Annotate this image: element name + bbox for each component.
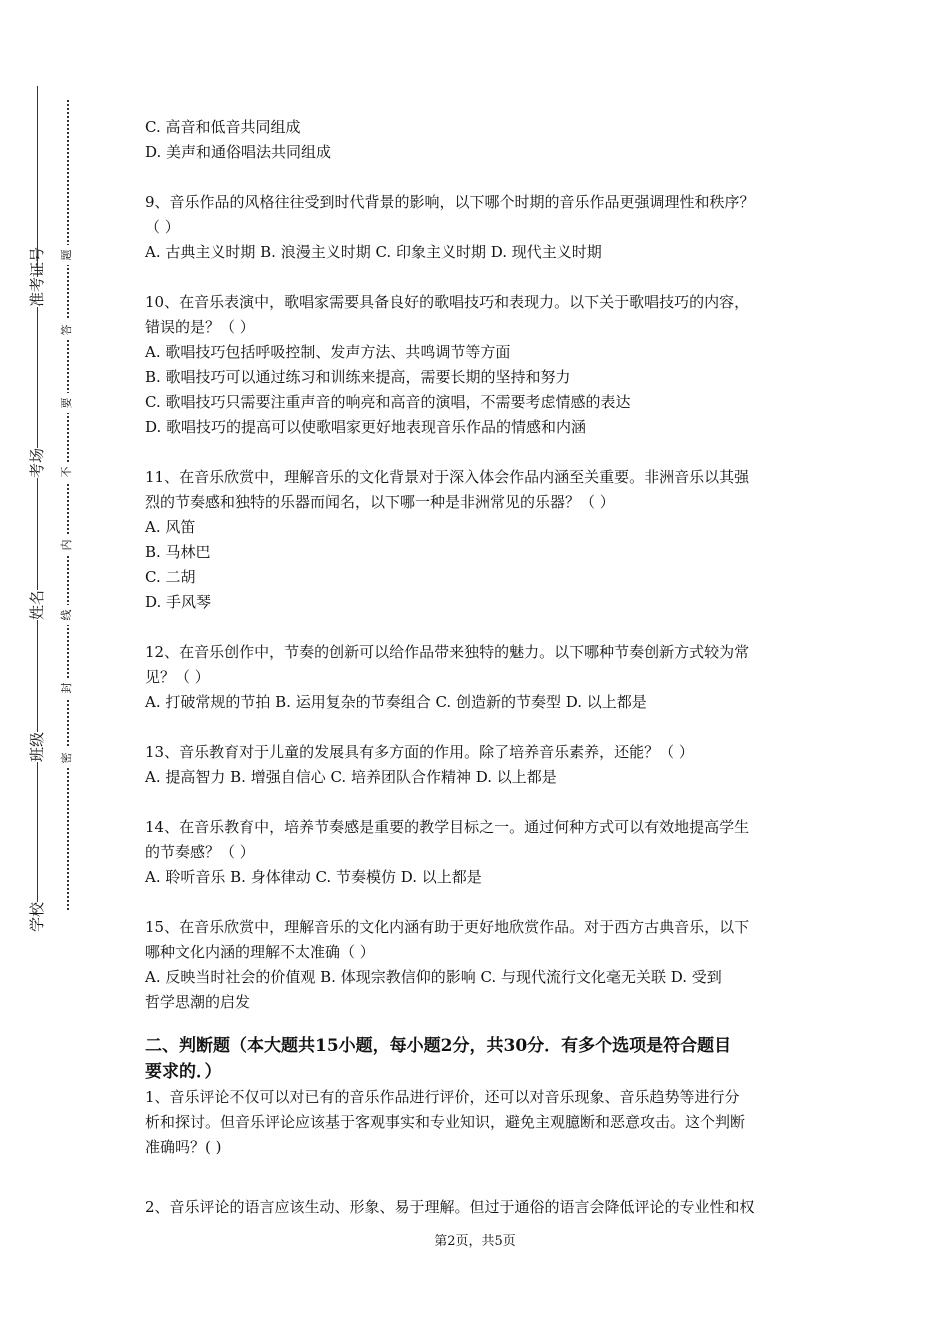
- blank-line: [145, 1015, 815, 1025]
- option-line: A. 聆听音乐 B. 身体律动 C. 节奏模仿 D. 以上都是: [145, 868, 482, 886]
- judge-question-1: 1、音乐评论不仅可以对已有的音乐作品进行评价，还可以对音乐现象、音乐趋势等进行分: [145, 1088, 740, 1106]
- option-line: C. 高音和低音共同组成: [145, 118, 301, 136]
- option-line: A. 古典主义时期 B. 浪漫主义时期 C. 印象主义时期 D. 现代主义时期: [145, 243, 602, 261]
- blank-line: [145, 890, 815, 915]
- option-line: A. 打破常规的节拍 B. 运用复杂的节奏组合 C. 创造新的节奏型 D. 以上都是: [145, 693, 647, 711]
- option-line: D. 歌唱技巧的提高可以使歌唱家更好地表现音乐作品的情感和内涵: [145, 418, 587, 436]
- question-line: 析和探讨。但音乐评论应该基于客观事实和专业知识，避免主观臆断和恶意攻击。这个判断: [145, 1113, 746, 1131]
- blank-line: [145, 165, 815, 190]
- option-line: 哲学思潮的启发: [145, 993, 251, 1011]
- option-line: D. 美声和通俗唱法共同组成: [145, 143, 332, 161]
- option-line: A. 歌唱技巧包括呼吸控制、发声方法、共鸣调节等方面: [145, 343, 511, 361]
- option-line: A. 提高智力 B. 增强自信心 C. 培养团队合作精神 D. 以上都是: [145, 768, 557, 786]
- section-title: 二、判断题（本大题共15小题，每小题2分，共30分．有多个选项是符合题目: [145, 1036, 732, 1056]
- question-line: 的节奏感？（ ）: [145, 843, 255, 861]
- blank-line: [145, 790, 815, 815]
- option-line: B. 歌唱技巧可以通过练习和训练来提高，需要长期的坚持和努力: [145, 368, 571, 386]
- option-line: D. 手风琴: [145, 593, 212, 611]
- seal-char: 内: [57, 535, 77, 555]
- question-9: 9、音乐作品的风格往往受到时代背景的影响，以下哪个时期的音乐作品更强调理性和秩序？: [145, 193, 755, 211]
- blank-line: [145, 440, 815, 465]
- question-line: 准确吗？( ): [145, 1138, 222, 1156]
- margin-label-name: 姓名: [22, 590, 52, 620]
- exam-content: [145, 115, 815, 1220]
- question-line: 错误的是？（ ）: [145, 318, 255, 336]
- seal-char: 要: [57, 393, 77, 413]
- seal-char: 题: [57, 245, 77, 265]
- binding-dotted-line: [67, 100, 69, 910]
- seal-char: 线: [57, 605, 77, 625]
- question-line: （ ）: [145, 218, 180, 236]
- question-12: 12、在音乐创作中，节奏的创新可以给作品带来独特的魅力。以下哪种节奏创新方式较为常: [145, 643, 750, 661]
- question-line: 见？（ ）: [145, 668, 210, 686]
- blank-line: [145, 615, 815, 640]
- blank-line: [145, 1160, 815, 1195]
- question-13: 13、音乐教育对于儿童的发展具有多方面的作用。除了培养音乐素养，还能？（ ）: [145, 743, 694, 761]
- option-line: C. 二胡: [145, 568, 196, 586]
- question-line: 烈的节奏感和独特的乐器而闻名，以下哪一种是非洲常见的乐器？（ ）: [145, 493, 615, 511]
- option-line: A. 反映当时社会的价值观 B. 体现宗教信仰的影响 C. 与现代流行文化毫无关联 D. 受到: [145, 968, 722, 986]
- margin-label-class: 班级: [22, 732, 52, 762]
- seal-char: 封: [57, 678, 77, 698]
- seal-char: 不: [57, 462, 77, 482]
- option-line: A. 风笛: [145, 518, 196, 536]
- margin-label-school: 学校: [22, 902, 52, 932]
- section-title-cont: 要求的．）: [145, 1062, 222, 1082]
- binding-solid-line: [37, 86, 38, 922]
- margin-label-exam-number: 准考证号: [22, 277, 52, 307]
- blank-line: [145, 265, 815, 290]
- seal-char: 答: [57, 320, 77, 340]
- option-line: B. 马林巴: [145, 543, 211, 561]
- question-15: 15、在音乐欣赏中，理解音乐的文化内涵有助于更好地欣赏作品。对于西方古典音乐，以下: [145, 918, 750, 936]
- blank-line: [145, 715, 815, 740]
- page-footer: 第2页，共5页: [434, 1234, 516, 1249]
- question-14: 14、在音乐教育中，培养节奏感是重要的教学目标之一。通过何种方式可以有效地提高学生: [145, 818, 750, 836]
- option-line: C. 歌唱技巧只需要注重声音的响亮和高音的演唱，不需要考虑情感的表达: [145, 393, 631, 411]
- question-10: 10、在音乐表演中，歌唱家需要具备良好的歌唱技巧和表现力。以下关于歌唱技巧的内容，: [145, 293, 750, 311]
- question-line: 哪种文化内涵的理解不太准确（ ）: [145, 943, 375, 961]
- seal-char: 密: [57, 748, 77, 768]
- judge-question-2: 2、音乐评论的语言应该生动、形象、易于理解。但过于通俗的语言会降低评论的专业性和权: [145, 1198, 755, 1216]
- question-11: 11、在音乐欣赏中，理解音乐的文化背景对于深入体会作品内涵至关重要。非洲音乐以其强: [145, 468, 750, 486]
- margin-label-exam-room: 考场: [22, 448, 52, 478]
